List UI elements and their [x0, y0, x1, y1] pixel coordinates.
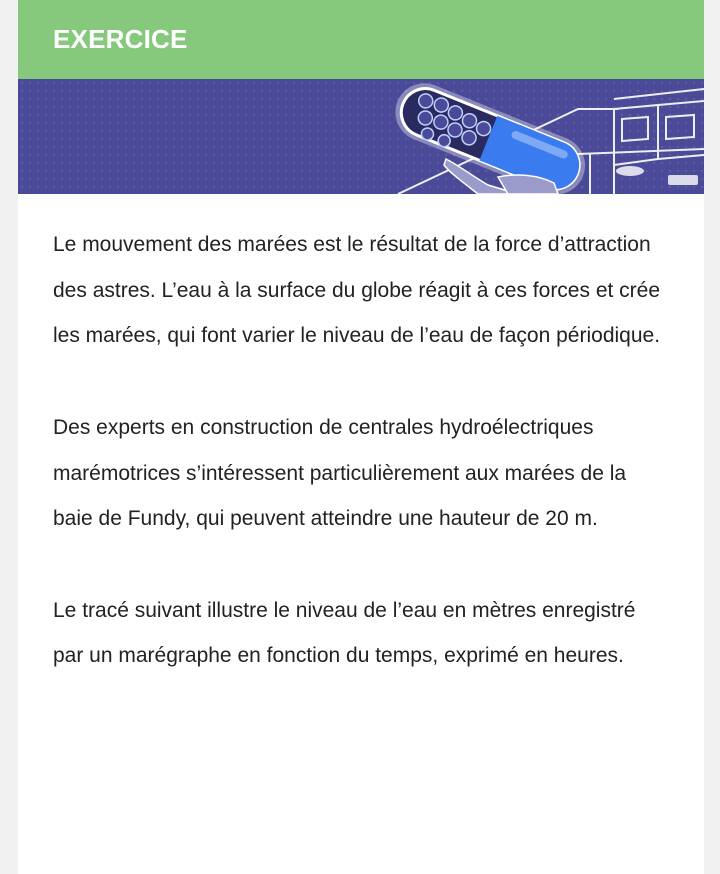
- capsule-illustration-icon: [18, 79, 704, 194]
- paragraph-fundy-bay: Des experts en construction de centrales hydroélectriques marémotrices s’intéressent particulièrement aux marées de la baie de Fundy, qui peuvent atteindre une hauteur de 20 m.: [53, 415, 627, 531]
- exercise-content: [18, 194, 704, 679]
- exercise-title: EXERCICE: [53, 24, 188, 54]
- exercise-card: [18, 0, 704, 874]
- paragraph-tides-intro: Le mouvement des marées est le résultat de la force d’attraction des astres. L’eau à la surface du globe réagit à ces forces et crée les marées, qui font varier le niveau de l’eau de façon périodique.: [53, 233, 661, 348]
- paragraph-tide-graph: Le tracé suivant illustre le niveau de l’eau en mètres enregistré par un marégraphe en fonction du temps, exprimé en heures.: [53, 598, 636, 668]
- exercise-header: [18, 0, 704, 79]
- banner-illustration: [18, 79, 704, 194]
